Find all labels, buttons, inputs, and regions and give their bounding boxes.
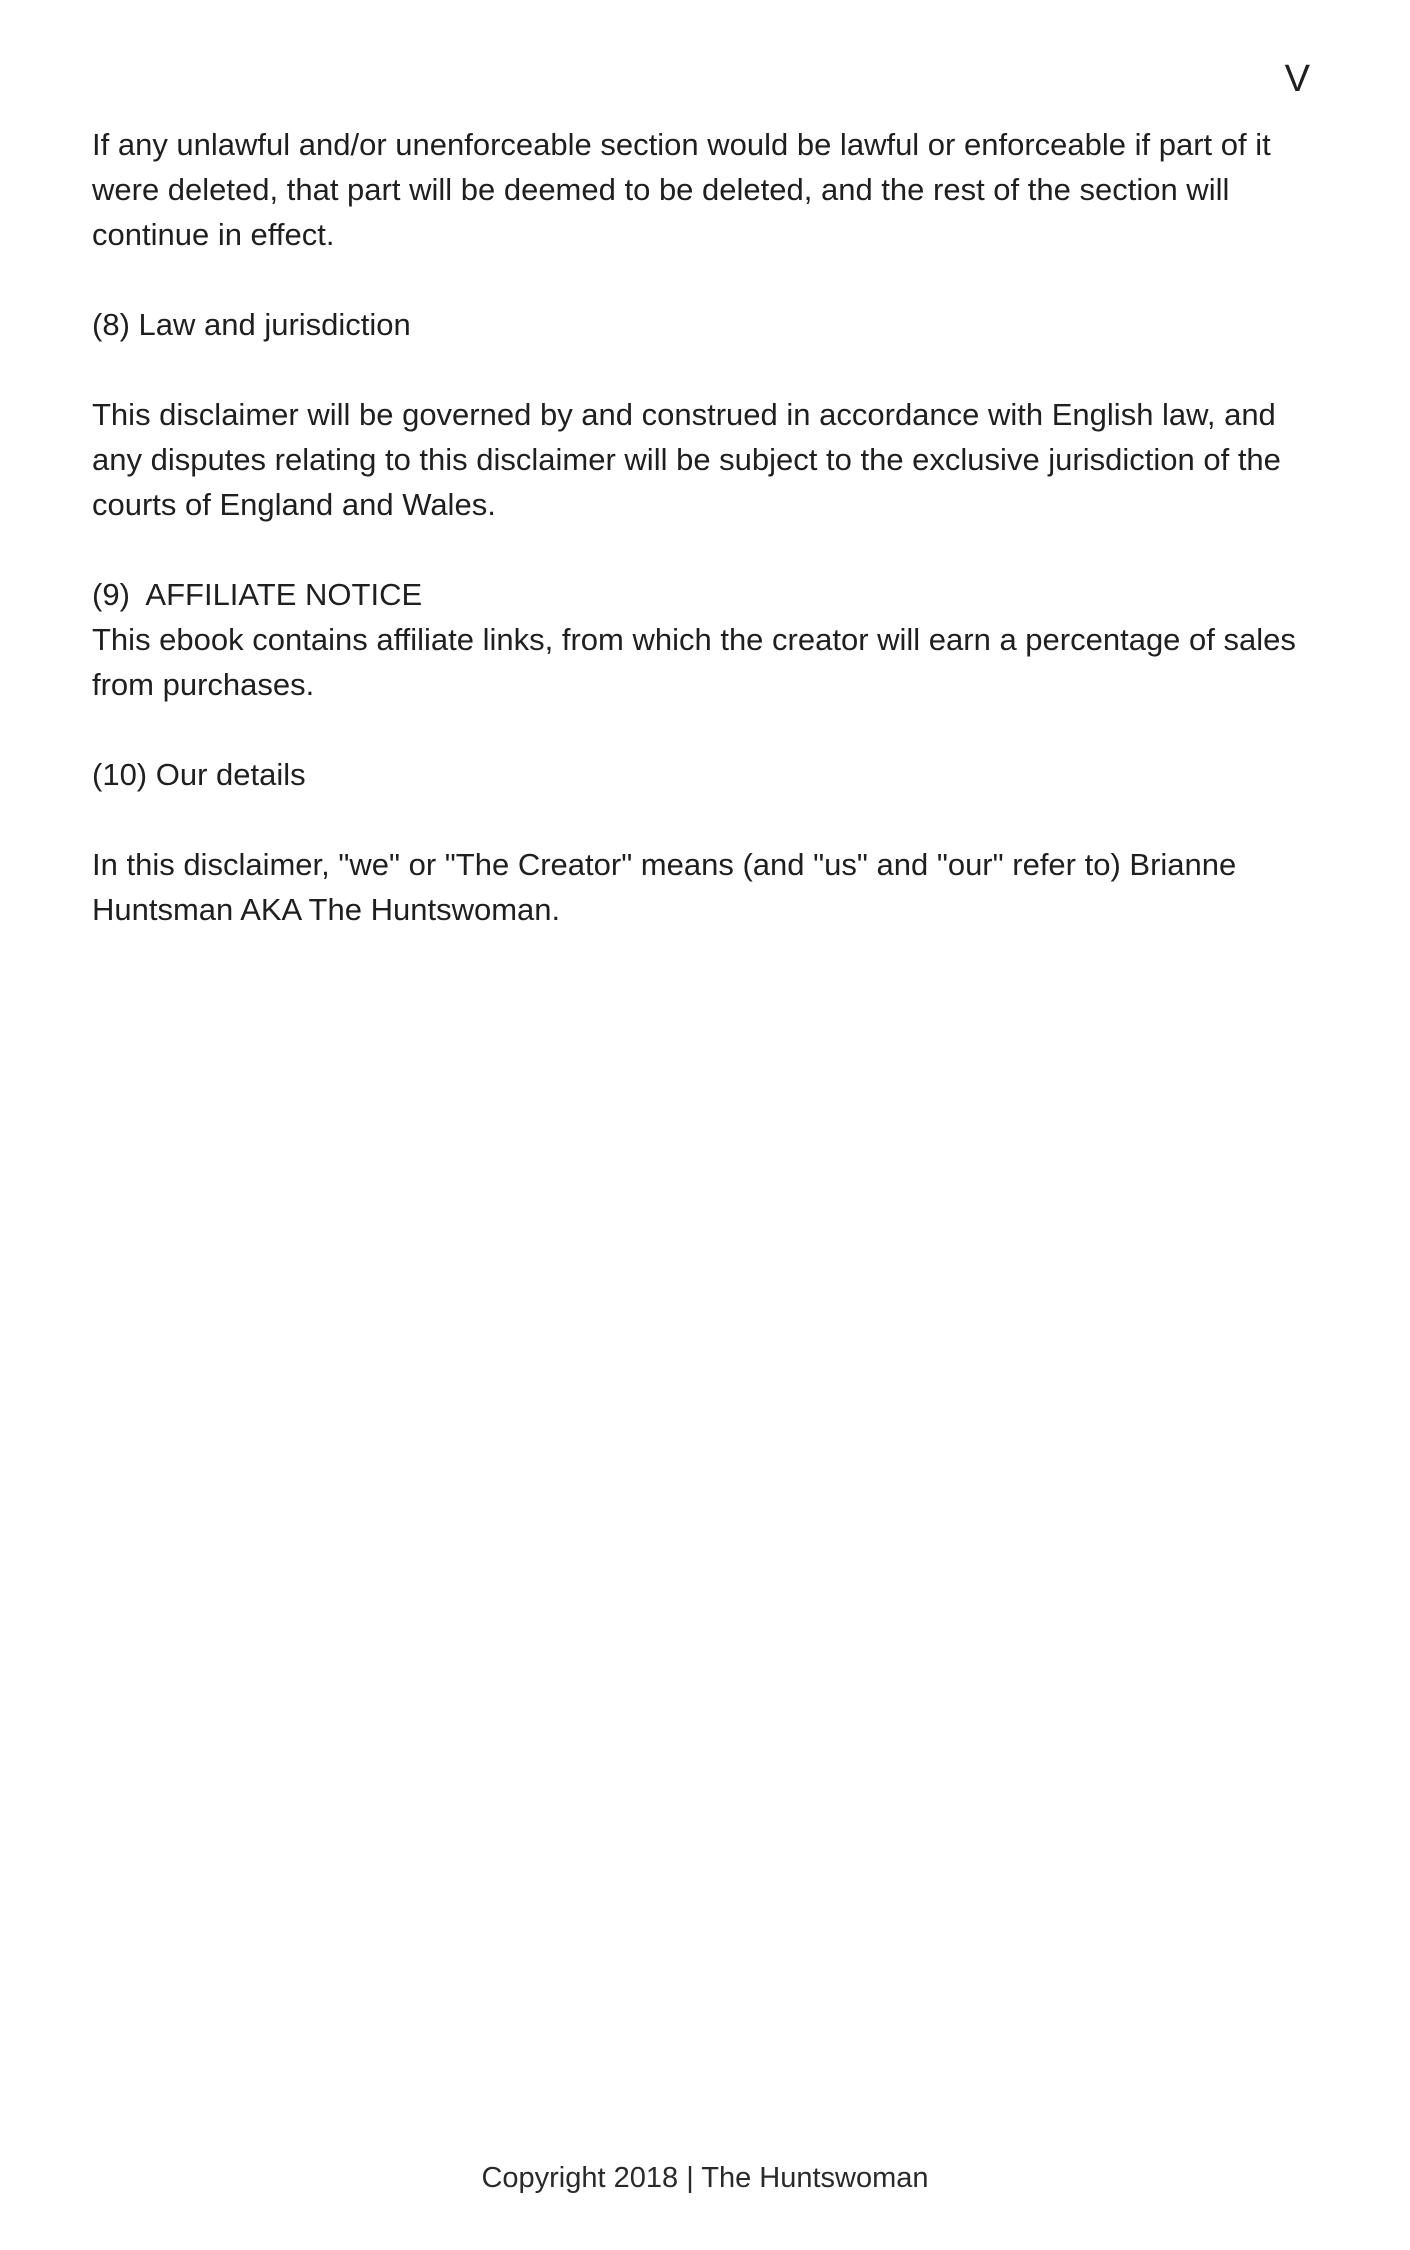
paragraph-spacer bbox=[92, 797, 1322, 842]
page-number: V bbox=[1284, 58, 1310, 100]
affiliate-notice-paragraph: This ebook contains affiliate links, from which the creator will earn a percentage of sales from purchases. bbox=[92, 622, 1296, 702]
copyright-footer: Copyright 2018 | The Huntswoman bbox=[481, 2162, 929, 2194]
paragraph-spacer bbox=[92, 257, 1322, 302]
severability-paragraph: If any unlawful and/or unenforceable section would be lawful or enforceable if part of it were deleted, that part will be deemed to be deleted, and the rest of the section will continue in effect. bbox=[92, 127, 1271, 252]
document-body bbox=[92, 122, 1322, 932]
paragraph-spacer bbox=[92, 527, 1322, 572]
law-jurisdiction-paragraph: This disclaimer will be governed by and construed in accordance with English law, and any disputes relating to this disclaimer will be subject to the exclusive jurisdiction of the courts of England and Wales. bbox=[92, 397, 1281, 522]
affiliate-notice-heading: (9) AFFILIATE NOTICE bbox=[92, 577, 423, 612]
our-details-paragraph: In this disclaimer, "we" or "The Creator" means (and "us" and "our" refer to) Brianne Huntsman AKA The Huntswoman. bbox=[92, 847, 1237, 927]
paragraph-spacer bbox=[92, 707, 1322, 752]
law-jurisdiction-heading: (8) Law and jurisdiction bbox=[92, 307, 411, 342]
our-details-heading: (10) Our details bbox=[92, 757, 306, 792]
paragraph-spacer bbox=[92, 347, 1322, 392]
